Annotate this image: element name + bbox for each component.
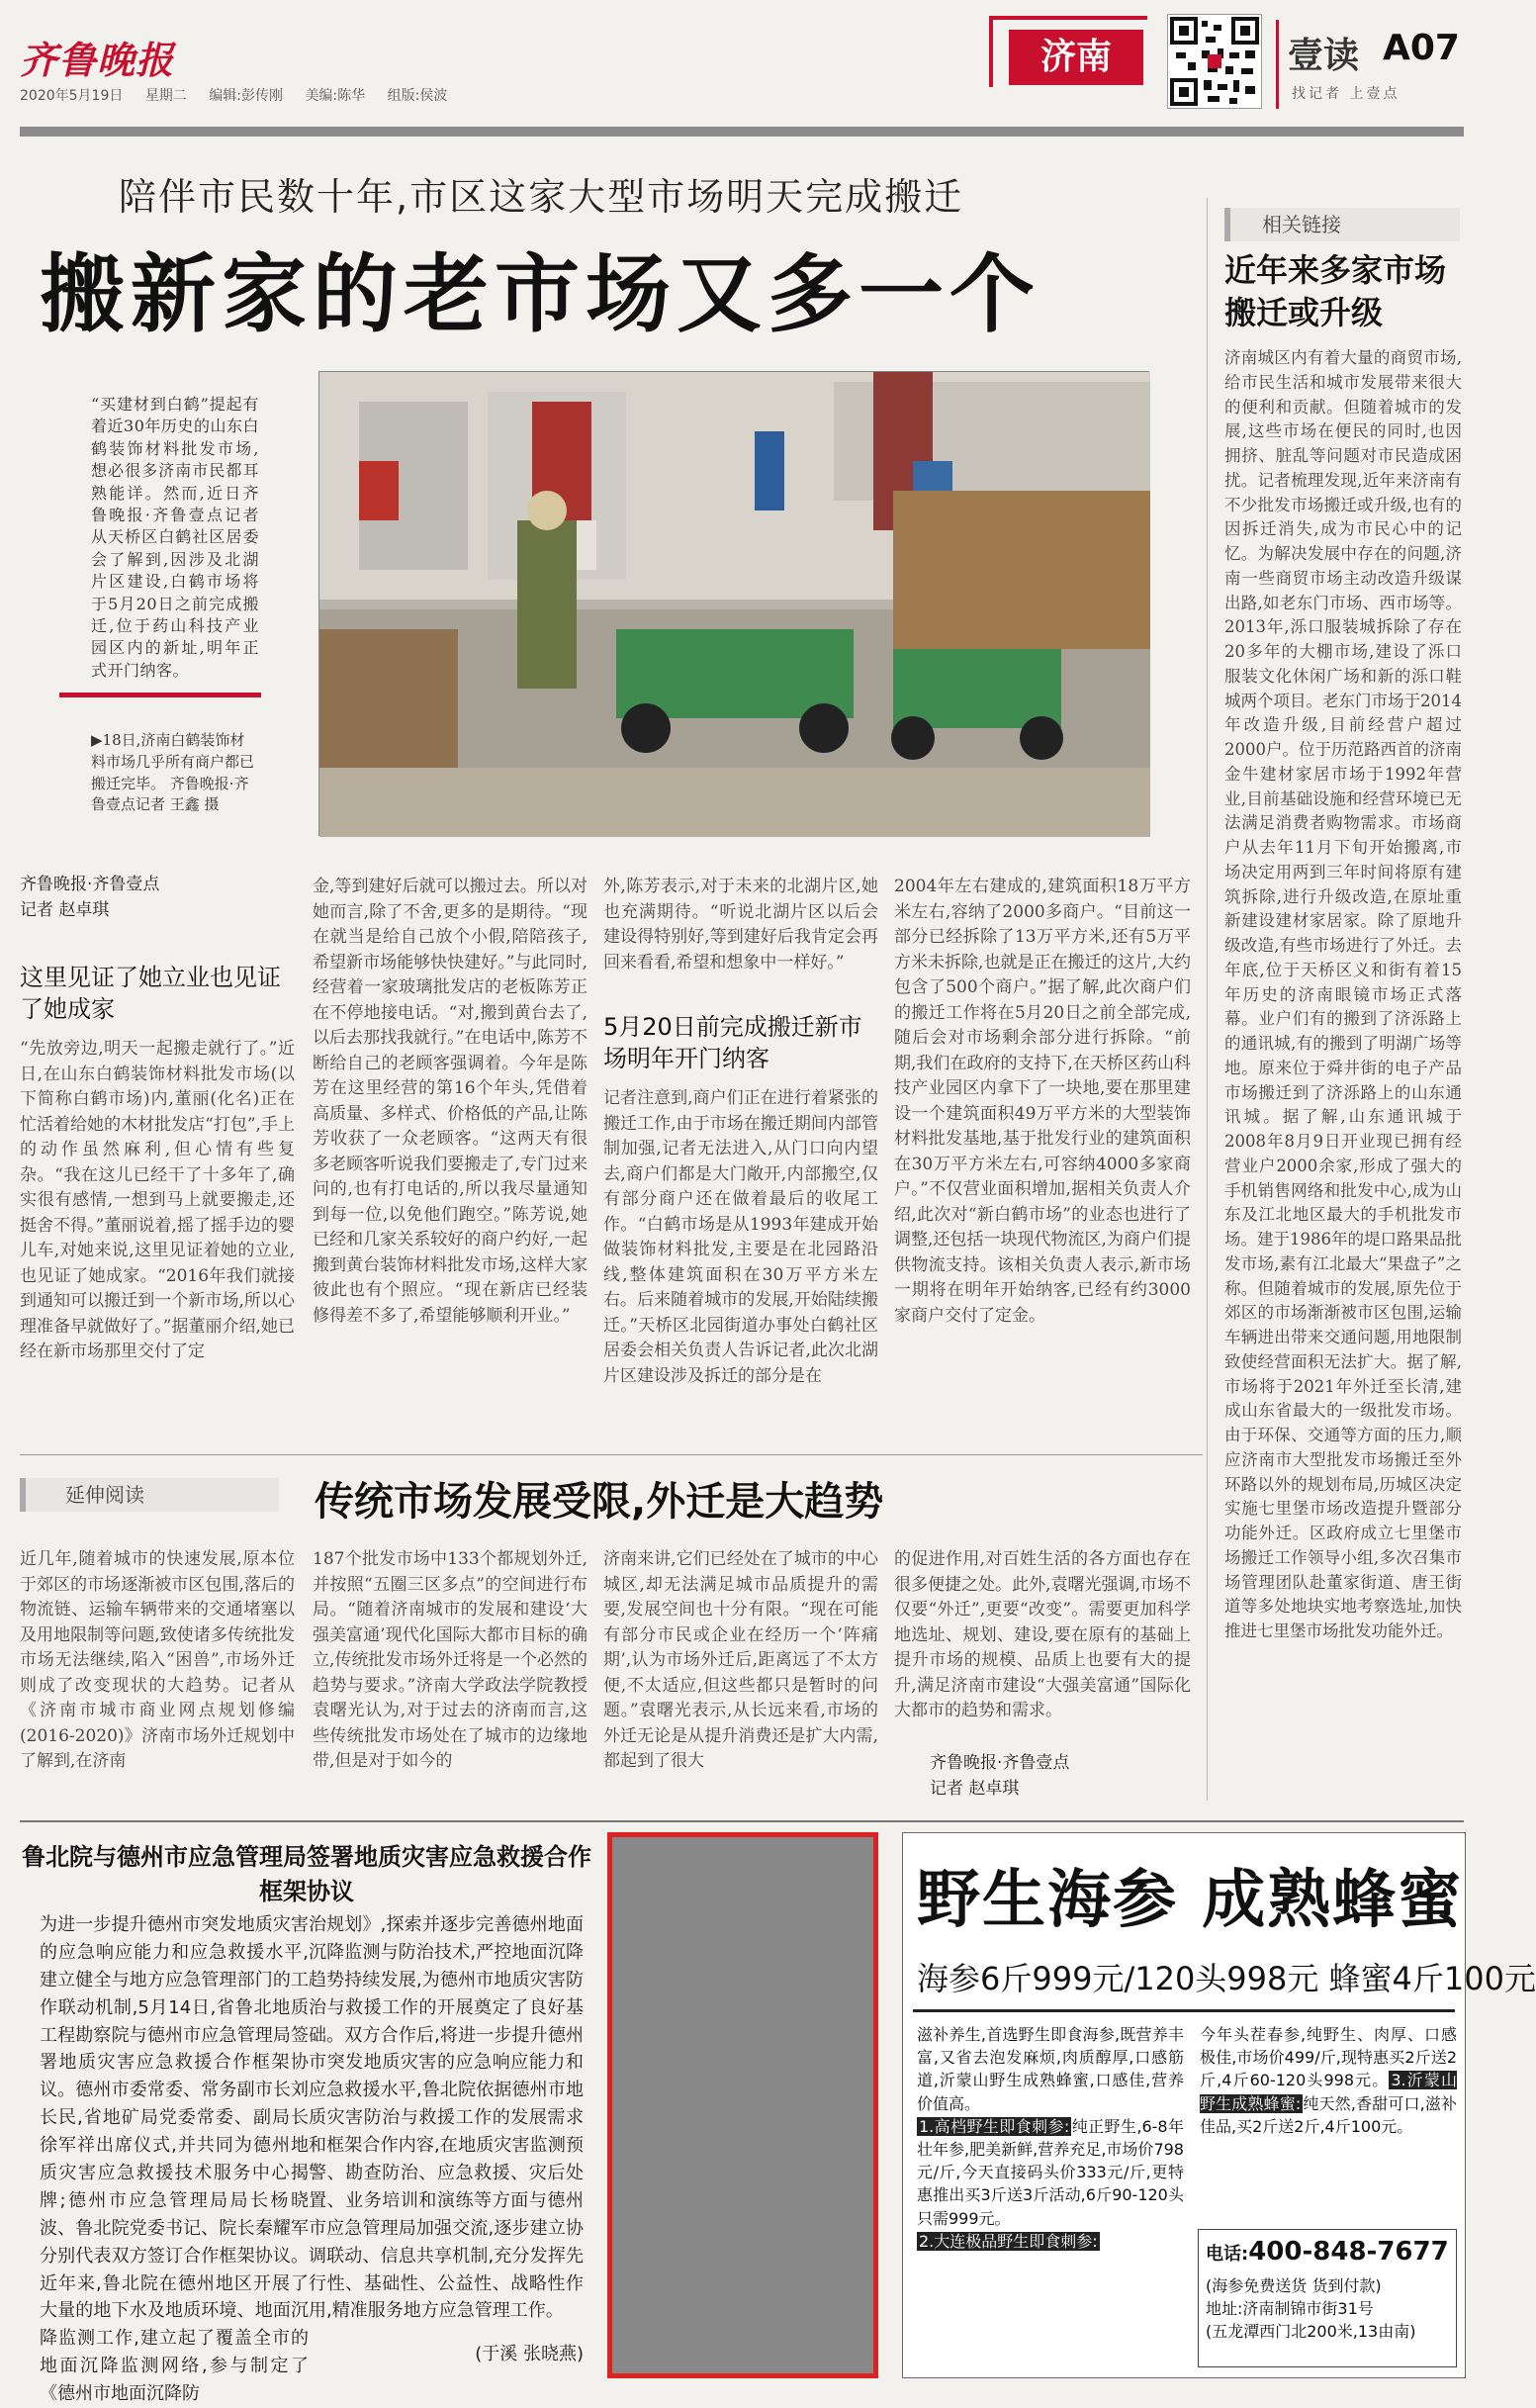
ad-address: 地址:济南制锦市街31号 (1206, 2299, 1374, 2319)
mid-byline (930, 1751, 1187, 1802)
ad-item-1: 纯正野生,6-8年壮年参,肥美新鲜,营养充足,市场价798元/斤,今天直接码头价333元/斤,更特惠推出买3斤送3斤活动,6斤90-120头只需999元。 (917, 2116, 1184, 2228)
ad-address-detail: (五龙潭西门北200米,13由南) (1206, 2322, 1416, 2342)
issue-info (20, 85, 465, 105)
sidebar-divider (1207, 198, 1208, 1801)
ad-subheadline: 海参6斤999元/120头998元 蜂蜜4斤100元 (917, 1960, 1536, 1997)
mid-byline-reporter: 记者 赵卓琪 (930, 1778, 1020, 1799)
ad-tag-3: 3.沂蒙山野生成熟蜂蜜: (1200, 2071, 1457, 2113)
section-tag: 济南 (1009, 30, 1143, 85)
market-photo (318, 371, 1149, 836)
sidebar-label: 相关链接 (1224, 208, 1460, 241)
product-ad (902, 1832, 1536, 2378)
ad-tag-2: 2.大连极品野生即食刺参: (919, 2231, 1098, 2251)
ad-phone-label: 电话: (1206, 2244, 1249, 2265)
department-slogan: 找记者 上壹点 (1292, 86, 1400, 102)
proof-editor: 组版:侯波 (387, 88, 448, 104)
bottom-section-rule (20, 1820, 1464, 1822)
mid-column-4: 的促进作用,对百姓生活的各方面也存在很多便捷之处。此外,袁曙光强调,市场不仅要“外迁”,更要“改变”。需要更加科学地选址、规划、建设,要在原有的基础上提升市场的规模、品质上也要有大的提升,满足济南市建设“大强美富通”国际化大都市的趋势和需求。 (894, 1549, 1191, 1720)
ad-item-2: 今年头茬春参,纯野生、肉厚、口感极佳,市场价499/斤,现特惠买2斤送2斤,4斤60-120头998元。 (1200, 2025, 1457, 2090)
article-column-3b: 记者注意到,商户们正在进行着紧张的搬迁工作,由于市场在搬迁期间内部管制加强,记者无法进入,从门口向内望去,商户们都是大门敞开,内部搬空,仅有部分商户还在做着最后的收尾工作。“白鹤市场是从1993年建成开始做装饰材料批发,主要是在北园路沿线,整体建筑面积在30万平方米左右。后来随着城市的发展,开始陆续搬迁。”天桥区北园街道办事处白鹤社区居委会相关负责人告诉记者,此次北湖片区建设涉及拆迁的部分是在 (603, 1088, 878, 1386)
announcement-title: 鲁北院与德州市应急管理局签署地质灾害应急救援合作框架协议 (22, 1843, 591, 1905)
masthead-logo: 齐鲁晚报 (20, 38, 175, 82)
announcement-signoff: (于溪 张晓燕) (475, 2344, 584, 2364)
announcement-column-1: 为进一步提升德州市突发地质灾害的应急响应能力和应急救援水平,建立健全与地方应急管理部门的工作联动机制,5月14日,省鲁北地质工程勘察院与德州市应急管理局签署地质灾害应急救援合作框架协议。德州市委常委、常务副市长刘长民,省地矿局党委常委、副局长徐军祥出席仪式,并共同为德州地质灾害应急救援技术服务中心揭牌;德州市应急管理局局长杨晓波、鲁北院党委书记、院长秦耀军分别代表双方签订合作框架协议。近年来,鲁北院在德州地区开展了大量的地下水及地质环境、地面沉降监测工作,建立起了覆盖全市的地面沉降监测网络,参与制定了《德州市地面沉降防 (40, 1914, 309, 2405)
sidebar-title-text: 近年来多家市场搬迁或升级 (1224, 251, 1447, 332)
top-rule (20, 127, 1464, 137)
announcement-column-2: 治规划》,探索并逐步完善德州地面沉降监测与防治技术,严控地面沉降趋势持续发展,为德州市地质灾害防治与救援工作的开展奠定了良好基础。双方合作后,将进一步提升德州市突发地质灾害的应急响应能力和应急救援水平,鲁北院依据德州市地质灾害防治与救援工作的发展需求和框架合作内容,在地质灾害监测预警、勘查防治、应急救援、灾后处置、业务培训和演练等方面与德州市应急管理局加强交流,逐步建立协调联动、信息共享机制,充分发挥先行性、基础性、公益性、战略性作用,精准服务地方应急管理工作。 (309, 1914, 584, 2322)
article-headline: 搬新家的老市场又多一个 (40, 245, 1040, 344)
ad-phone (1206, 2237, 1449, 2267)
article-column-2: 金,等到建好后就可以搬过去。所以对她而言,除了不舍,更多的是期待。“现在就当是给自己放个小假,陪陪孩子,希望新市场能够快快建好。”与此同时,经营着一家玻璃批发店的老板陈芳正在不停地接电话。“对,搬到黄台去了,以后去那找我就行。”在电话中,陈芳不断给自己的老顾客强调着。今年是陈芳在这里经营的第16个年头,凭借着高质量、多样式、价格低的产品,让陈芳收获了一众老顾客。“这两天有很多老顾客听说我们要搬走了,专门过来问的,也有打电话的,所以我尽量通知到每一位,以免他们跑空。”陈芳说,她已经和几家关系较好的商户约好,一起搬到黄台装饰材料批发市场,这样大家彼此也有个照应。“现在新店已经装修得差不多了,希望能够顺利开业。” (313, 877, 587, 1326)
sidebar-body: 济南城区内有着大量的商贸市场,给市民生活和城市发展带来很大的便利和贡献。但随着城市的发展,这些市场在便民的同时,也因拥挤、脏乱等问题对市民造成困扰。记者梳理发现,近年来济南有不少批发市场搬迁或升级,也有的因拆迁消失,成为市民心中的记忆。为解决发展中存在的问题,济南一些商贸市场主动改造升级谋出路,如老东门市场、西市场等。2013年,泺口服装城拆除了存在20多年的大棚市场,建设了泺口服装文化休闲广场和新的泺口鞋城两个项目。老东门市场于2014年改造升级,目前经营户超过2000户。位于历范路西首的济南金牛建材家居市场于1992年营业,目前基础设施和经营环境已无法满足消费者购物需求。市场商户从去年11月下旬开始搬离,市场决定用两到三年时间将原有建筑拆除,进行升级改造,在原址重新建设建材家居家。除了原地升级改造,有些市场进行了外迁。去年底,位于天桥区义和街有着15年历史的济南眼镜市场正式落幕。业户们有的搬到了济泺路上的通讯城,有的搬到了明湖广场等地。原来位于舜井街的电子产品市场搬迁到了济泺路上的山东通讯城。据了解,山东通讯城于2008年8月9日开业现已拥有经营业户2000余家,形成了强大的手机销售网络和批发中心,成为山东及江北地区最大的手机批发市场。建于1986年的堤口路果品批发市场,素有江北最大“果盘子”之称。但随着城市的发展,原先位于郊区的市场渐渐被市区包围,运输车辆进出带来交通问题,用地限制致使经营面积无法扩大。据了解,市场将于2021年外迁至长清,建成山东省最大的一级批发市场。由于环保、交通等方面的压力,顺应济南市大型批发市场搬迁至外环路以外的规划布局,历城区决定实施七里堡市场改造提升暨部分功能外迁。区政府成立七里堡市场搬迁工作领导小组,多次召集市场管理团队赴董家街道、唐王街道等多处地块实地考察选址,加快推进七里堡市场批发功能外迁。 (1224, 348, 1462, 1640)
subhead-2: 5月20日前完成搬迁新市场明年开门纳客 (603, 1013, 862, 1073)
mid-headline: 传统市场发展受限,外迁是大趋势 (315, 1479, 884, 1525)
lead-rule (59, 693, 261, 697)
ad-headline: 野生海参 成熟蜂蜜 (917, 1864, 1464, 1937)
mid-rule (20, 1454, 1203, 1455)
mid-byline-outlet: 齐鲁晚报·齐鲁壹点 (930, 1753, 1070, 1773)
ad-contact (1206, 2274, 1463, 2344)
page-number: A07 (1383, 28, 1460, 68)
page-section: 壹读 (1288, 36, 1360, 76)
article-column-3a: 外,陈芳表示,对于未来的北湖片区,她也充满期待。“听说北湖片区以后会建设得特别好,等到建好后我肯定会再回来看看,希望和想象中一样好。” (603, 877, 878, 972)
ad-item-3: 纯天然,香甜可口,滋补佳品,买2斤送2斤,4斤100元。 (1200, 2093, 1457, 2136)
sidebar-title (1224, 249, 1460, 334)
ad-intro: 滋补养生,首选野生即食海参,既营养丰富,又省去泡发麻烦,肉质醇厚,口感筋道,沂蒙山野生成熟蜂蜜,口感佳,营养价值高。 (917, 2025, 1184, 2113)
ad-tag-1: 1.高档野生即食刺参: (919, 2116, 1070, 2136)
byline-outlet: 齐鲁晚报·齐鲁壹点 (20, 875, 160, 894)
mid-column-1: 近几年,随着城市的快速发展,原本位于郊区的市场逐渐被市区包围,落后的物流链、运输车辆带来的交通堵塞以及用地限制等问题,致使诸多传统批发市场无法继续,陷入“困兽”,市场外迁则成了改变现状的大趋势。记者从《济南市城市商业网点规划修编(2016-2020)》济南市场外迁规划中了解到,在济南 (20, 1549, 295, 1771)
subhead-1: 这里见证了她立业也见证了她成家 (20, 964, 281, 1024)
photo-caption: ▶18日,济南白鹤装饰材料市场几乎所有商户都已搬迁完毕。 齐鲁晚报·齐鲁壹点记者 王鑫 摄 (91, 731, 255, 814)
ad-column-left (917, 2023, 1184, 2369)
byline-reporter: 记者 赵卓琪 (20, 899, 110, 920)
mid-column-2: 187个批发市场中133个都规划外迁,并按照“五圈三区多点”的空间进行布局。“随着济南城市的发展和建设‘大强美富通’现代化国际大都市目标的确立,传统批发市场外迁将是一个必然的趋势与要求。”济南大学政法学院教授袁曙光认为,对于过去的济南而言,这些传统批发市场处在了城市的边缘地带,但是对于如今的 (313, 1549, 587, 1771)
article-column-1: “先放旁边,明天一起搬走就行了。”近日,在山东白鹤装饰材料批发市场(以下简称白鹤市场)内,董丽(化名)正在忙活着给她的木材批发店“打包”,手上的动作虽然麻利,但心情有些复杂。“我在这儿已经干了十多年了,确实很有感情,一想到马上就要搬走,还挺舍不得。”董丽说着,摇了摇手边的婴儿车,对她来说,这里见证着她的立业,也见证了她成家。“2016年我们就接到通知可以搬迁到一个新市场,所以心理准备早就做好了。”据董丽介绍,她已经在新市场那里交付了定 (20, 1039, 295, 1361)
mid-label: 延伸阅读 (20, 1478, 279, 1512)
article-lead: “买建材到白鹤”提起有着近30年历史的山东白鹤装饰材料批发市场,想必很多济南市民都耳熟能详。然而,近日齐鲁晚报·齐鲁壹点记者从天桥区白鹤社区居委会了解到,因涉及北湖片区建设,白鹤市场将于5月20日之前完成搬迁,位于药山科技产业园区内的新址,明年正式开门纳客。 (91, 395, 259, 680)
editor: 编辑:彭传刚 (209, 88, 283, 104)
ad-delivery-note: (海参免费送货 货到付款) (1206, 2276, 1382, 2295)
ad-column-right (1200, 2023, 1457, 2227)
blank-ad-space (607, 1832, 878, 2378)
ad-phone-number: 400-848-7677 (1248, 2237, 1449, 2267)
issue-weekday: 星期二 (144, 88, 187, 104)
issue-date: 2020年5月19日 (20, 88, 124, 104)
article-kicker: 陪伴市民数十年,市区这家大型市场明天完成搬迁 (119, 175, 964, 219)
mid-column-3: 济南来讲,它们已经处在了城市的中心城区,却无法满足城市品质提升的需要,发展空间也十分有限。“现在可能有部分市民或企业在经历一个‘阵痛期’,认为市场外迁后,距离远了不太方便,不太适应,但这些都只是暂时的问题。”袁曙光表示,从长远来看,市场的外迁无论是从提升消费还是扩大内需,都起到了很大 (603, 1549, 878, 1771)
masthead-divider (1276, 20, 1279, 109)
qr-code-icon (1167, 14, 1262, 109)
article-column-4: 2004年左右建成的,建筑面积18万平方米左右,容纳了2000多商户。“目前这一部分已经拆除了13万平方米,还有5万平方米未拆除,也就是正在搬迁的这片,大约包含了500个商户。”据了解,此次商户们的搬迁工作将在5月20日之前全部完成,随后会对市场剩余部分进行拆除。“前期,我们在政府的支持下,在天桥区药山科技产业园区内拿下了一块地,要在那里建设一个建筑面积49万平方米的大型装饰材料批发基地,基于批发行业的建筑面积在30万平方米左右,可容纳4000多家商户。”不仅营业面积增加,据相关负责人介绍,此次对“新白鹤市场”的业态也进行了调整,还包括一块现代物流区,为商户们提供物流支持。该相关负责人表示,新市场一期将在明年开始纳客,已经有约3000家商户交付了定金。 (894, 877, 1191, 1326)
byline (20, 873, 198, 923)
ad-rule (913, 2009, 1455, 2012)
art-editor: 美编:陈华 (305, 88, 366, 104)
